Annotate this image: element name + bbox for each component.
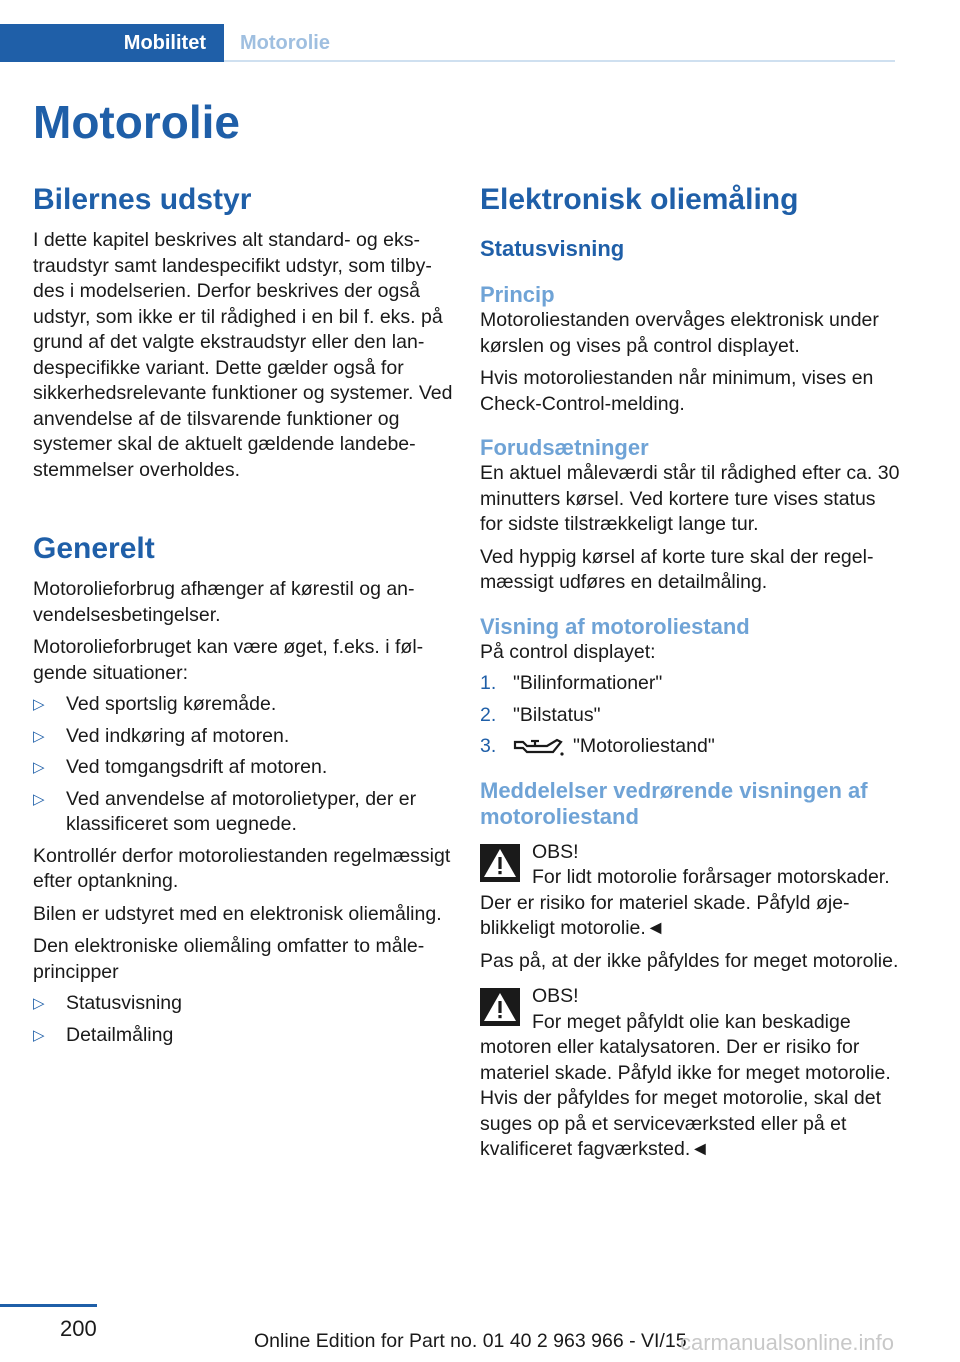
paragraph: Den elektroniske oliemåling omfatter to måleprincipper — [33, 935, 425, 983]
list-item — [480, 734, 900, 760]
triangle-right-icon: ▷ — [33, 1026, 45, 1044]
left-column — [33, 180, 453, 1054]
header-bar — [0, 24, 895, 62]
page-number-rule — [0, 1304, 97, 1307]
list-item — [33, 692, 453, 718]
step-text: "Bilstatus" — [513, 703, 601, 726]
paragraph: Pas på, at der ikke påfyldes for meget motorolie. — [480, 949, 899, 972]
warning-box — [480, 984, 900, 1163]
tab-mobilitet[interactable]: Mobilitet — [0, 24, 224, 62]
steps-list — [480, 671, 900, 760]
list-item-text: Detailmåling — [66, 1023, 174, 1046]
list-item-text: Ved sportslig køremåde. — [66, 693, 277, 715]
triangle-right-icon: ▷ — [33, 790, 45, 808]
page-title: Motorolie — [33, 96, 240, 148]
list-item-text: Statusvisning — [66, 992, 182, 1014]
list-item — [480, 671, 900, 697]
section-heading-generelt: Generelt — [33, 532, 155, 565]
footer-edition: Online Edition for Part no. 01 40 2 963 966 - VI/15 — [254, 1330, 687, 1352]
paragraph: Ved hyppig kørsel af korte ture skal der regelmæssigt udføres en detailmåling. — [480, 545, 874, 593]
list-item — [480, 703, 900, 729]
watermark: carmanualsonline.info — [680, 1330, 895, 1355]
section-heading-elektronisk-oliemaaling: Elektronisk oliemåling — [480, 183, 799, 216]
paragraph: Motoroliestanden overvåges elektronisk under kørslen og vises på control displayet. — [480, 309, 879, 357]
paragraph: Motorolieforbruget kan være øget, f.eks. i følgende situationer: — [33, 636, 424, 684]
section-heading-bilernes-udstyr: Bilernes udstyr — [33, 183, 252, 216]
warning-text: For lidt motorolie forårsager motorskader. Der er risiko for materiel skade. Påfyld øjeblikkeligt motorolie.◄ — [480, 866, 890, 939]
header-divider — [224, 60, 895, 62]
step-text: "Bilinformationer" — [513, 672, 663, 694]
list-item — [33, 787, 453, 838]
paragraph: Bilen er udstyret med en elektronisk oliemåling. — [33, 902, 442, 925]
paragraph: På control displayet: — [480, 640, 656, 663]
list-item — [33, 991, 453, 1017]
oil-can-icon — [513, 736, 565, 758]
warning-title: OBS! — [532, 985, 579, 1007]
subheading-statusvisning: Statusvisning — [480, 236, 625, 261]
heading-princip: Princip — [480, 282, 555, 307]
triangle-right-icon: ▷ — [33, 727, 45, 745]
intro-paragraph: I dette kapitel beskrives alt standard- og ekstraudstyr samt landespecifikt udstyr, som tilbydes i modelserien. Derfor beskrives der også udstyr, som ikke er til rådighed i en bil f. eks. på grund af det valgte ekstraudstyr eller den landespecifikke variant. Dette gælder også for sikkerhedsrelevante funktioner og systemer. Ved anvendelse af de tilsvarende funktioner og systemer skal de aktuelt gældende landebestemmelser overholdes. — [33, 229, 453, 481]
heading-visning: Visning af motoroliestand — [480, 613, 750, 639]
list-item-text: Ved indkøring af motoren. — [66, 724, 290, 747]
triangle-right-icon: ▷ — [33, 759, 45, 776]
list-item-text: Ved anvendelse af motorolietyper, der er klassificeret som uegnede. — [66, 787, 417, 835]
list-item — [33, 755, 453, 781]
paragraph: Kontrollér derfor motoroliestanden regelmæssigt efter optankning. — [33, 844, 451, 892]
page-number: 200 — [60, 1316, 97, 1341]
heading-meddelelser: Meddelelser vedrørende visningen af motoroliestand — [480, 777, 868, 829]
step-number: 2. — [480, 703, 497, 726]
right-column — [480, 180, 900, 1163]
list-item-text: Ved tomgangsdrift af motoren. — [66, 756, 328, 778]
triangle-right-icon: ▷ — [33, 995, 45, 1012]
step-number: 3. — [480, 735, 497, 757]
warning-box — [480, 840, 900, 942]
situations-list — [33, 692, 453, 838]
warning-triangle-icon — [480, 844, 520, 882]
principles-list — [33, 991, 453, 1048]
paragraph: Hvis motoroliestanden når minimum, vises en Check-Control-melding. — [480, 367, 874, 415]
paragraph: Motorolieforbrug afhænger af kørestil og anvendelsesbetingelser. — [33, 578, 415, 626]
triangle-right-icon: ▷ — [33, 696, 45, 713]
step-number: 1. — [480, 672, 497, 694]
heading-forudsaetninger: Forudsætninger — [480, 435, 649, 460]
warning-title: OBS! — [532, 840, 579, 863]
warning-triangle-icon — [480, 988, 520, 1026]
tab-motorolie[interactable]: Motorolie — [240, 31, 330, 54]
list-item — [33, 1023, 453, 1049]
step-text: "Motoroliestand" — [573, 735, 715, 757]
list-item — [33, 724, 453, 750]
warning-text: For meget påfyldt olie kan beskadige motoren eller katalysatoren. Der er risiko for materiel skade. Påfyld ikke for meget motorolie. Hvis der påfyldes for meget motorolie, skal det suges op på et serviceværksted eller på et kvalificeret fagværksted.◄ — [480, 1010, 891, 1160]
paragraph: En aktuel måleværdi står til rådighed efter ca. 30 minutters kørsel. Ved kortere ture vises status for sidste tilstrækkeligt lange tur. — [480, 462, 900, 535]
